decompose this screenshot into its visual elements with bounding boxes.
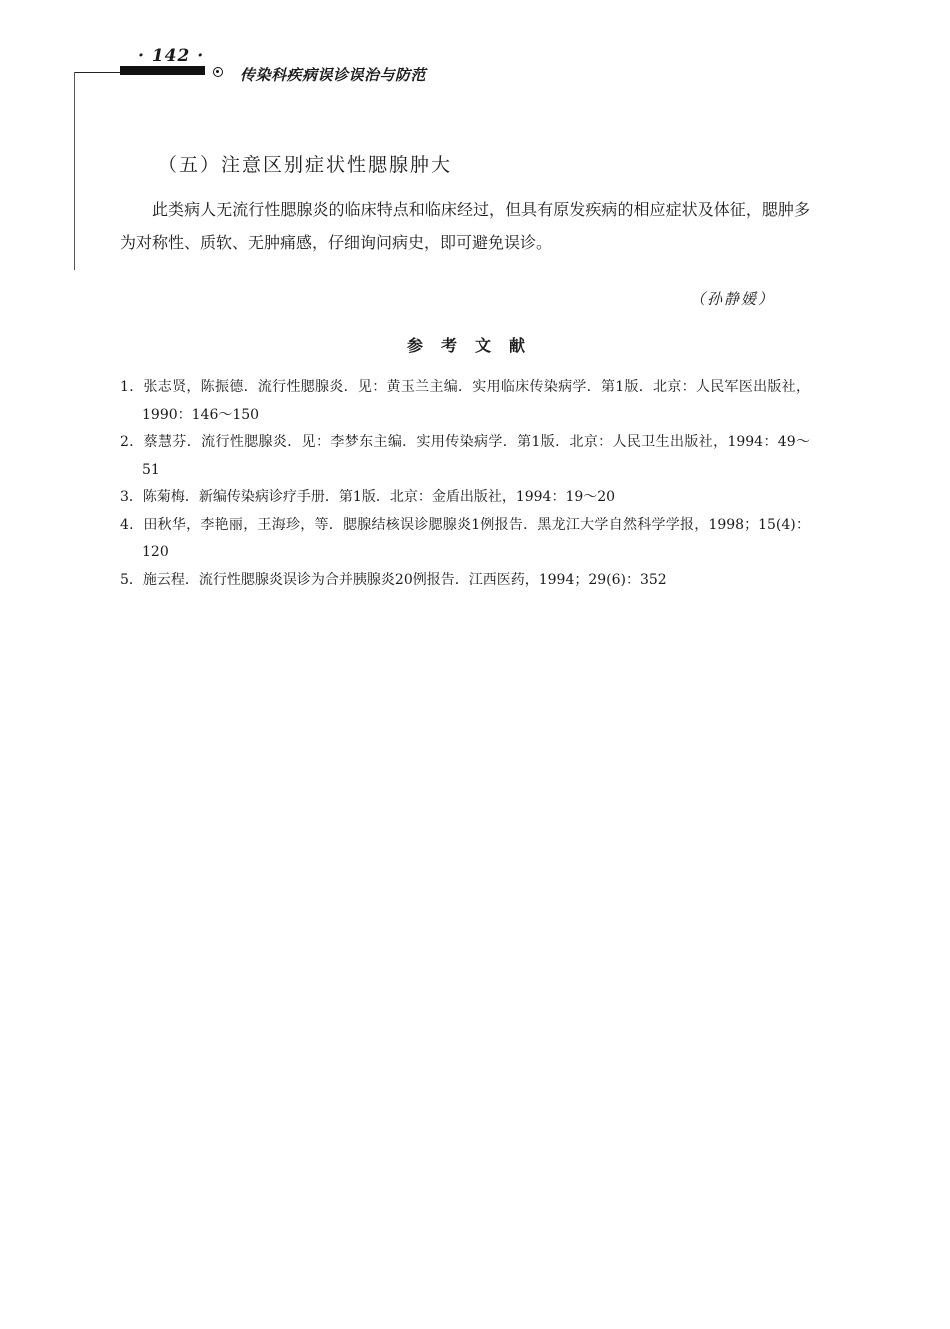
margin-rule (74, 72, 75, 270)
references-list (120, 374, 810, 594)
reference-item: 3．陈菊梅．新编传染病诊疗手册．第1版．北京：金盾出版社，1994：19～20 (120, 489, 616, 505)
running-title: 传染科疾病误诊误治与防范 (240, 66, 427, 84)
reference-item: 4．田秋华，李艳丽，王海珍，等．腮腺结核误诊腮腺炎1例报告．黑龙江大学自然科学学报，1998；15(4)：120 (120, 516, 810, 560)
header-bar (120, 66, 205, 75)
bullet-icon (213, 67, 223, 77)
references-title: 参考文献 (406, 336, 543, 355)
page-number: · 142 · (138, 46, 205, 66)
section-heading: （五）注意区别症状性腮腺肿大 (158, 154, 453, 176)
reference-item: 1．张志贤，陈振德．流行性腮腺炎．见：黄玉兰主编．实用临床传染病学．第1版．北京：人民军医出版社，1990：146～150 (120, 379, 810, 423)
header-rule (74, 72, 120, 73)
reference-item: 5．施云程．流行性腮腺炎误诊为合并胰腺炎20例报告．江西医药，1994；29(6)：352 (120, 571, 667, 588)
reference-item: 2．蔡慧芬．流行性腮腺炎．见：李梦东主编．实用传染病学．第1版．北京：人民卫生出版社，1994：49～51 (120, 434, 810, 478)
body-paragraph: 此类病人无流行性腮腺炎的临床特点和临床经过，但具有原发疾病的相应症状及体征，腮肿多为对称性、质软、无肿痛感，仔细询问病史，即可避免误诊。 (120, 200, 810, 252)
author-signature: （孙静媛） (690, 290, 776, 308)
